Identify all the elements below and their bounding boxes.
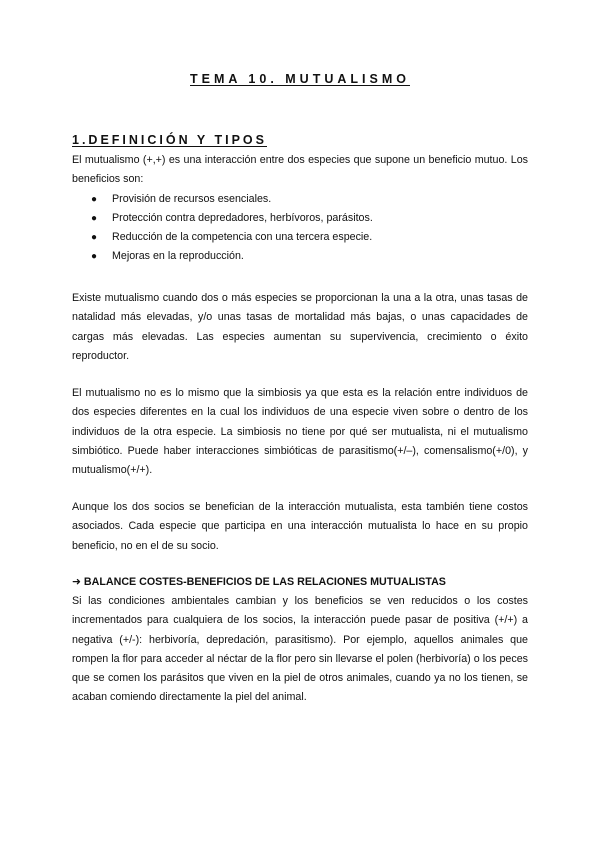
bullet-icon: ● xyxy=(91,251,98,263)
subsection-heading: ➜ BALANCE COSTES-BENEFICIOS DE LAS RELACIONES MUTUALISTAS xyxy=(72,576,446,588)
list-item: ● Provisión de recursos esenciales. xyxy=(110,190,528,209)
section-heading: 1.DEFINICIÓN Y TIPOS xyxy=(72,133,267,147)
list-item: ● Mejoras en la reproducción. xyxy=(110,247,528,266)
section-definicion xyxy=(72,133,528,267)
list-item: ● Protección contra depredadores, herbívoros, parásitos. xyxy=(110,209,528,228)
section-balance xyxy=(72,573,528,708)
paragraph-block-2 xyxy=(72,384,528,480)
bullet-icon: ● xyxy=(91,193,98,205)
intro-paragraph: El mutualismo (+,+) es una interacción entre dos especies que supone un beneficio mutuo. Los beneficios son: xyxy=(72,154,528,186)
bullet-icon: ● xyxy=(91,212,98,224)
paragraph: El mutualismo no es lo mismo que la simbiosis ya que esta es la relación entre individuos de dos especies diferentes en la cual los individuos de una especie viven sobre o dentro de los individuos de la otra especie. La simbiosis no tiene por qué ser mutualista, ni el mutualismo simbiótico. Puede haber interacciones simbióticas de parasitismo(+/–), comensalismo(+/0), y mutualismo(+/+). xyxy=(72,387,528,477)
paragraph-block-1 xyxy=(72,289,528,366)
paragraph-block-3 xyxy=(72,498,528,556)
paragraph: Existe mutualismo cuando dos o más especies se proporcionan la una a la otra, unas tasas de natalidad más elevadas, y/o unas tasas de mortalidad más bajas, o unas capacidades de cargas más elevadas. Las especies aumentan su supervivencia, crecimiento o éxito reproductor. xyxy=(72,292,528,362)
page-title: TEMA 10. MUTUALISMO xyxy=(190,72,410,86)
bullet-icon: ● xyxy=(91,232,98,244)
benefits-list xyxy=(72,190,528,267)
paragraph: Si las condiciones ambientales cambian y los beneficios se ven reducidos o los costes incrementados para cualquiera de los socios, la interacción puede pasar de positiva (+/+) a negativa (+/-): herbivoría, depredación, parasitismo). Por ejemplo, aquellos animales que rompen la flor para acceder al néctar de la flor pero sin llevarse el polen (herbivoría) o los peces que se comen los parásitos que viven en la piel de otros animales, cuando ya no los tienen, se acaban comiendo directamente la piel del animal. xyxy=(72,595,528,704)
paragraph: Aunque los dos socios se benefician de la interacción mutualista, esta también tiene costos asociados. Cada especie que participa en una interacción mutualista lo hace en su propio beneficio, no en el de su socio. xyxy=(72,501,528,552)
list-item: ● Reducción de la competencia con una tercera especie. xyxy=(110,228,528,247)
